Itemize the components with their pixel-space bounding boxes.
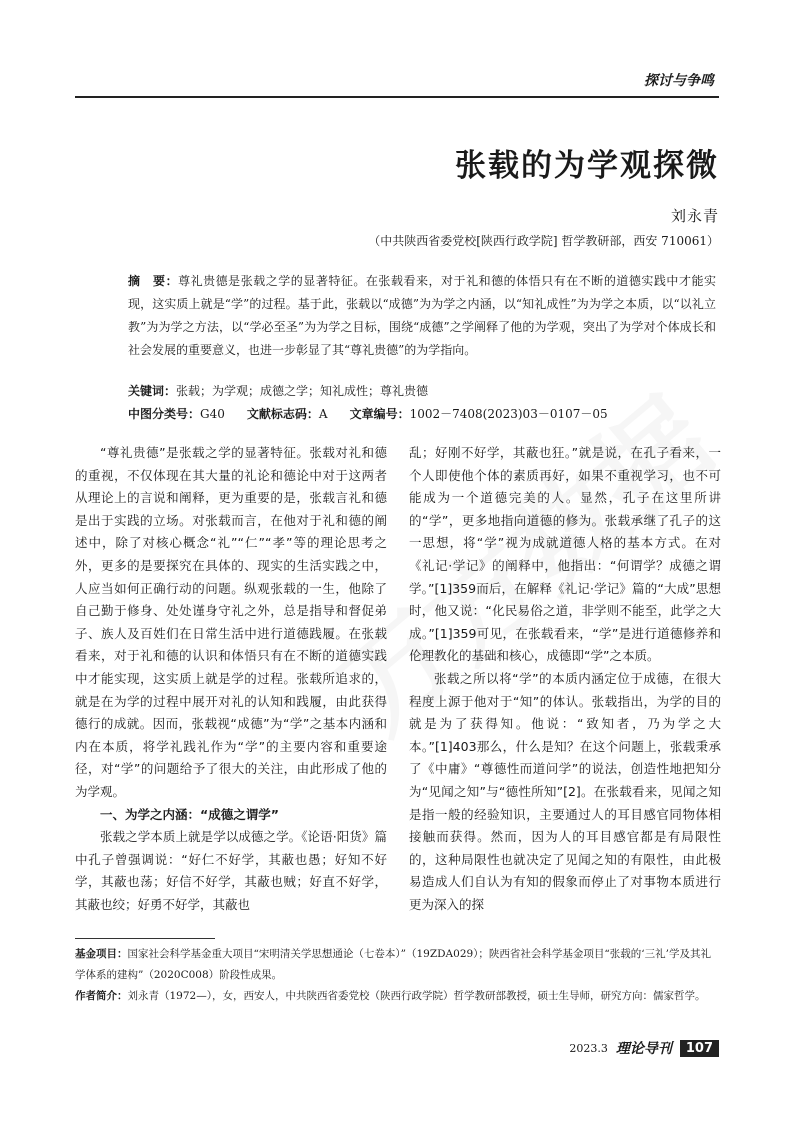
author-bio-label: 作者简介： — [75, 990, 128, 1002]
keywords-label: 关键词： — [128, 384, 177, 398]
funding-note — [75, 944, 719, 986]
funding-label: 基金项目： — [75, 948, 128, 960]
abstract-text: 尊礼贵德是张载之学的显著特征。在张载看来，对于礼和德的体悟只有在不断的道德实践中才能实现，这实质上就是“学”的过程。基于此，张载以“成德”为为学之内涵，以“知礼成性”为为学之本质，以“以礼立教”为为学之方法，以“学必至圣”为为学之目标，围绕“成德”之学阐释了他的为学观，突出了为学对个体成长和社会发展的重要意义，也进一步彰显了其“尊礼贵德”的为学指向。 — [128, 274, 716, 357]
page-number: 107 — [680, 1040, 719, 1057]
article-number-value: 1002－7408(2023)03－0107－05 — [409, 407, 608, 421]
author-affiliation: （中共陕西省委党校[陕西行政学院] 哲学教研部，西安 710061） — [368, 234, 719, 248]
header-rule — [75, 96, 719, 98]
journal-name: 理论导刊 — [615, 1041, 672, 1057]
body-paragraph: 张载之学本质上就是学以成德之学。《论语·阳货》篇中孔子曾强调说：“好仁不好学，其蔽也愚；好知不好学，其蔽也荡；好信不好学，其蔽也贼；好直不好学，其蔽也绞；好勇不好学，其蔽也 — [75, 829, 387, 912]
body-column-right — [409, 442, 721, 916]
funding-text: 国家社会科学基金重大项目“宋明清关学思想通论（七卷本）”（19ZDA029）；陕西省社会科学基金项目“张载的‘三礼’学及其礼学体系的建构”（2020C008）阶段性成果。 — [75, 948, 711, 981]
author-bio-text: 刘永青（1972—），女，西安人，中共陕西省委党校（陕西行政学院）哲学教研部教授，硕士生导师，研究方向：儒家哲学。 — [127, 990, 706, 1002]
clc-label: 中图分类号： — [128, 407, 201, 421]
footnotes — [75, 944, 719, 1007]
clc-value: G40 — [200, 407, 225, 421]
section-heading: 一、为学之内涵：“成德之谓学” — [100, 806, 279, 822]
keywords-text: 张载；为学观；成德之学；知礼成性；尊礼贵德 — [176, 384, 429, 398]
body-paragraph: 张载之所以将“学”的本质内涵定位于成德，在很大程度上源于他对于“知”的体认。张载指出，为学的目的就是为了获得知。他说：“致知者，乃为学之大本。”[1]403那么，什么是知？在这个问题上，张载秉承了《中庸》“尊德性而道问学”的说法，创造性地把知分为“见闻之知”与“德性所知”[2]。在张载看来，见闻之知是指一般的经验知识，主要通过人的耳目感官同物体相接触而获得。然而，因为人的耳目感官都是有局限性的，这种局限性也就决定了见闻之知的有限性，由此极易造成人们自认为有知的假象而停止了对事物本质进行更为深入的探 — [409, 670, 721, 912]
abstract-label: 摘 要： — [128, 274, 179, 288]
section-tag: 探讨与争鸣 — [644, 73, 714, 89]
classification-line — [128, 403, 608, 426]
author-note — [75, 986, 719, 1007]
article-number-label: 文章编号： — [349, 407, 410, 421]
body-paragraph: 乱；好刚不好学，其蔽也狂。”就是说，在孔子看来，一个人即使他个体的素质再好，如果不重视学习，也不可能成为一个道德完美的人。显然，孔子在这里所讲的“学”，更多地指向道德的修为。张载承继了孔子的这一思想，将“学”视为成就道德人格的基本方式。在对《礼记·学记》的阐释中，他指出：“何谓学？成德之谓学。”[1]359而后，在解释《礼记·学记》篇的“大成”思想时，他又说：“化民易俗之道，非学则不能至，此学之大成。”[1]359可见，在张载看来，“学”是进行道德修养和伦理教化的基础和核心，成德即“学”之本质。 — [409, 445, 721, 664]
body-column-left — [75, 442, 387, 916]
author-name: 刘永青 — [670, 207, 719, 225]
body-paragraph: “尊礼贵德”是张载之学的显著特征。张载对礼和德的重视，不仅体现在其大量的礼论和德论中对于这两者从理论上的言说和阐释，更为重要的是，张载言礼和德是出于实践的立场。对张载而言，在他对于礼和德的阐述中，除了对核心概念“礼”“仁”“孝”等的理论思考之外，更多的是要探究在具体的、现实的生活实践之中，人应当如何正确行动的问题。纵观张载的一生，他除了自己勤于修身、处处谨身守礼之外，总是指导和督促弟子、族人及百姓们在日常生活中进行道德践履。在张载看来，对于礼和德的认识和体悟只有在不断的道德实践中才能实现，这实质上就是学的过程。张载所追求的，就是在为学的过程中展开对礼的认知和践履，由此获得德行的成就。因而，张载视“成德”为“学”之基本内涵和内在本质，将学礼践礼作为“学”的主要内容和重要途径，对“学”的问题给予了很大的关注，由此形成了他的为学观。 — [75, 445, 387, 799]
doc-code-value: A — [318, 407, 328, 421]
article-title: 张载的为学观探微 — [455, 148, 719, 184]
doc-code-label: 文献标志码： — [246, 407, 319, 421]
keywords — [128, 380, 428, 403]
footnote-rule — [75, 938, 215, 939]
page-footer — [569, 1038, 719, 1058]
abstract — [128, 270, 716, 362]
issue-number: 2023.3 — [569, 1041, 608, 1055]
